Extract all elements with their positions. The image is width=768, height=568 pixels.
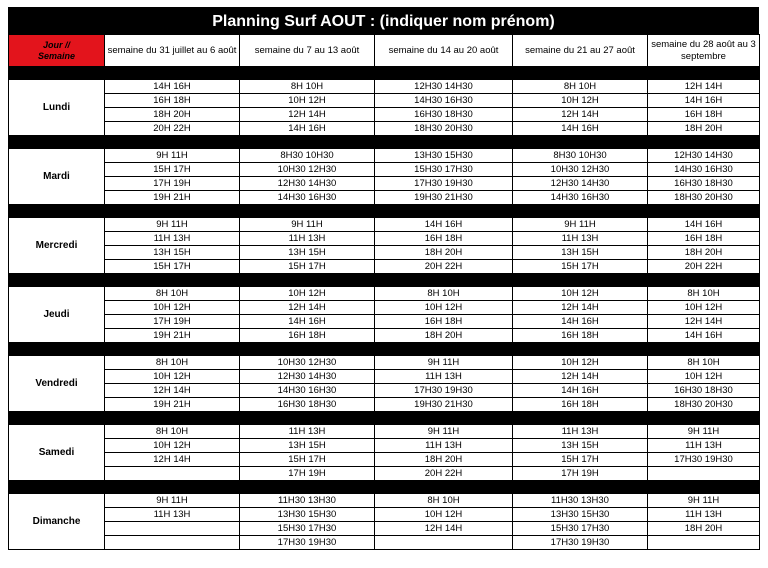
time-slot-cell[interactable]: 9H 11H xyxy=(513,218,648,232)
table-row xyxy=(9,315,760,329)
time-slot-cell[interactable]: 14H30 16H30 xyxy=(648,163,760,177)
table-row xyxy=(9,94,760,108)
time-slot-cell[interactable]: 9H 11H xyxy=(375,356,513,370)
day-label-2: Mardi xyxy=(9,149,105,205)
table-row xyxy=(9,425,760,439)
day-label-7: Dimanche xyxy=(9,494,105,550)
time-slot-cell[interactable]: 15H 17H xyxy=(240,453,375,467)
table-row xyxy=(9,122,760,136)
time-slot-cell[interactable]: 14H30 16H30 xyxy=(240,191,375,205)
time-slot-cell[interactable]: 16H30 18H30 xyxy=(648,384,760,398)
time-slot-cell[interactable]: 11H 13H xyxy=(648,439,760,453)
time-slot-cell[interactable]: 10H 12H xyxy=(375,508,513,522)
time-slot-cell[interactable]: 9H 11H xyxy=(375,425,513,439)
time-slot-cell[interactable]: 13H30 15H30 xyxy=(513,508,648,522)
header-row xyxy=(9,35,760,67)
time-slot-cell[interactable]: 18H 20H xyxy=(105,108,240,122)
time-slot-cell[interactable]: 18H 20H xyxy=(648,122,760,136)
time-slot-cell[interactable]: 19H30 21H30 xyxy=(375,191,513,205)
time-slot-cell[interactable]: 14H30 16H30 xyxy=(240,384,375,398)
time-slot-cell[interactable]: 20H 22H xyxy=(648,260,760,274)
day-label-4: Jeudi xyxy=(9,287,105,343)
time-slot-cell[interactable]: 10H30 12H30 xyxy=(240,356,375,370)
time-slot-cell[interactable]: 15H 17H xyxy=(513,260,648,274)
time-slot-cell[interactable]: 16H30 18H30 xyxy=(240,398,375,412)
time-slot-cell[interactable]: 12H 14H xyxy=(240,301,375,315)
time-slot-cell[interactable]: 11H 13H xyxy=(375,439,513,453)
time-slot-cell[interactable]: 10H 12H xyxy=(513,94,648,108)
time-slot-cell[interactable]: 11H 13H xyxy=(105,232,240,246)
table-row xyxy=(9,232,760,246)
time-slot-cell[interactable] xyxy=(648,536,760,550)
table-row xyxy=(9,329,760,343)
corner-label-day: Jour // xyxy=(42,39,70,50)
time-slot-cell[interactable]: 12H30 14H30 xyxy=(648,149,760,163)
separator-bar xyxy=(9,412,760,425)
time-slot-cell[interactable]: 12H 14H xyxy=(648,315,760,329)
time-slot-cell[interactable] xyxy=(105,536,240,550)
time-slot-cell[interactable]: 11H 13H xyxy=(513,425,648,439)
time-slot-cell[interactable] xyxy=(105,467,240,481)
table-row xyxy=(9,177,760,191)
time-slot-cell[interactable]: 19H 21H xyxy=(105,191,240,205)
table-row xyxy=(9,301,760,315)
time-slot-cell[interactable]: 12H30 14H30 xyxy=(375,80,513,94)
time-slot-cell[interactable]: 14H 16H xyxy=(648,218,760,232)
time-slot-cell[interactable]: 9H 11H xyxy=(105,149,240,163)
table-row xyxy=(9,453,760,467)
time-slot-cell[interactable]: 15H30 17H30 xyxy=(513,522,648,536)
time-slot-cell[interactable]: 11H 13H xyxy=(375,370,513,384)
time-slot-cell[interactable]: 12H30 14H30 xyxy=(240,370,375,384)
time-slot-cell[interactable]: 9H 11H xyxy=(105,218,240,232)
table-row xyxy=(9,191,760,205)
table-row xyxy=(9,80,760,94)
day-separator xyxy=(9,343,760,356)
time-slot-cell[interactable]: 14H 16H xyxy=(513,384,648,398)
time-slot-cell[interactable]: 16H30 18H30 xyxy=(648,177,760,191)
time-slot-cell[interactable]: 14H 16H xyxy=(648,329,760,343)
time-slot-cell[interactable] xyxy=(105,522,240,536)
time-slot-cell[interactable]: 12H 14H xyxy=(105,453,240,467)
day-separator xyxy=(9,136,760,149)
time-slot-cell[interactable]: 19H 21H xyxy=(105,329,240,343)
time-slot-cell[interactable]: 17H30 19H30 xyxy=(375,177,513,191)
time-slot-cell[interactable]: 18H30 20H30 xyxy=(375,122,513,136)
time-slot-cell[interactable]: 12H 14H xyxy=(648,80,760,94)
time-slot-cell[interactable]: 17H 19H xyxy=(240,467,375,481)
time-slot-cell[interactable]: 12H 14H xyxy=(513,370,648,384)
separator-bar xyxy=(9,481,760,494)
time-slot-cell[interactable]: 16H 18H xyxy=(105,94,240,108)
time-slot-cell[interactable]: 14H 16H xyxy=(240,122,375,136)
day-separator xyxy=(9,274,760,287)
time-slot-cell[interactable]: 14H 16H xyxy=(513,122,648,136)
time-slot-cell[interactable] xyxy=(375,536,513,550)
time-slot-cell[interactable]: 16H 18H xyxy=(648,108,760,122)
time-slot-cell[interactable]: 12H30 14H30 xyxy=(240,177,375,191)
time-slot-cell[interactable]: 15H 17H xyxy=(105,260,240,274)
time-slot-cell[interactable]: 8H 10H xyxy=(648,287,760,301)
week-header: semaine du 31 juillet au 6 août xyxy=(105,35,240,67)
time-slot-cell[interactable]: 9H 11H xyxy=(648,425,760,439)
time-slot-cell[interactable]: 10H 12H xyxy=(105,301,240,315)
time-slot-cell[interactable]: 8H30 10H30 xyxy=(240,149,375,163)
time-slot-cell[interactable]: 12H 14H xyxy=(375,522,513,536)
day-label-6: Samedi xyxy=(9,425,105,481)
time-slot-cell[interactable]: 16H 18H xyxy=(513,398,648,412)
separator-bar xyxy=(9,136,760,149)
corner-label-week: Semaine xyxy=(37,50,76,61)
corner-cell xyxy=(9,35,105,67)
day-label-5: Vendredi xyxy=(9,356,105,412)
time-slot-cell[interactable]: 17H30 19H30 xyxy=(648,453,760,467)
time-slot-cell[interactable]: 13H30 15H30 xyxy=(240,508,375,522)
time-slot-cell[interactable]: 11H 13H xyxy=(105,508,240,522)
time-slot-cell[interactable]: 18H 20H xyxy=(375,246,513,260)
time-slot-cell[interactable]: 9H 11H xyxy=(648,494,760,508)
time-slot-cell[interactable]: 12H 14H xyxy=(105,384,240,398)
time-slot-cell[interactable]: 18H30 20H30 xyxy=(648,191,760,205)
time-slot-cell[interactable]: 9H 11H xyxy=(105,494,240,508)
table-row xyxy=(9,287,760,301)
time-slot-cell[interactable]: 8H 10H xyxy=(105,356,240,370)
time-slot-cell[interactable]: 12H30 14H30 xyxy=(513,177,648,191)
planning-sheet xyxy=(8,7,759,550)
time-slot-cell[interactable]: 13H30 15H30 xyxy=(375,149,513,163)
table-row xyxy=(9,536,760,550)
time-slot-cell[interactable]: 18H 20H xyxy=(375,453,513,467)
time-slot-cell[interactable]: 10H 12H xyxy=(648,370,760,384)
time-slot-cell[interactable]: 8H 10H xyxy=(105,287,240,301)
time-slot-cell[interactable]: 13H 15H xyxy=(240,246,375,260)
page-title: Planning Surf AOUT : (indiquer nom prénom) xyxy=(8,7,759,34)
time-slot-cell[interactable]: 13H 15H xyxy=(240,439,375,453)
day-separator xyxy=(9,481,760,494)
time-slot-cell[interactable]: 10H30 12H30 xyxy=(513,163,648,177)
table-row xyxy=(9,260,760,274)
time-slot-cell[interactable]: 18H 20H xyxy=(648,522,760,536)
time-slot-cell[interactable]: 14H 16H xyxy=(648,94,760,108)
time-slot-cell[interactable]: 18H 20H xyxy=(648,246,760,260)
time-slot-cell[interactable]: 17H30 19H30 xyxy=(375,384,513,398)
time-slot-cell[interactable]: 10H 12H xyxy=(375,301,513,315)
day-separator xyxy=(9,67,760,80)
time-slot-cell[interactable]: 16H30 18H30 xyxy=(375,108,513,122)
time-slot-cell[interactable]: 14H 16H xyxy=(240,315,375,329)
day-separator xyxy=(9,205,760,218)
time-slot-cell[interactable]: 11H 13H xyxy=(648,508,760,522)
day-label-3: Mercredi xyxy=(9,218,105,274)
table-row xyxy=(9,398,760,412)
time-slot-cell[interactable]: 8H 10H xyxy=(240,80,375,94)
table-row xyxy=(9,370,760,384)
time-slot-cell[interactable]: 8H 10H xyxy=(375,494,513,508)
time-slot-cell[interactable]: 15H 17H xyxy=(240,260,375,274)
time-slot-cell[interactable]: 11H 13H xyxy=(240,232,375,246)
time-slot-cell[interactable]: 20H 22H xyxy=(105,122,240,136)
table-row xyxy=(9,439,760,453)
time-slot-cell[interactable]: 15H 17H xyxy=(105,163,240,177)
time-slot-cell[interactable]: 10H 12H xyxy=(240,94,375,108)
time-slot-cell[interactable]: 11H30 13H30 xyxy=(240,494,375,508)
time-slot-cell[interactable]: 14H 16H xyxy=(513,315,648,329)
table-row xyxy=(9,218,760,232)
separator-bar xyxy=(9,343,760,356)
time-slot-cell[interactable]: 8H 10H xyxy=(648,356,760,370)
time-slot-cell[interactable]: 17H30 19H30 xyxy=(513,536,648,550)
time-slot-cell[interactable]: 11H 13H xyxy=(240,425,375,439)
week-header: semaine du 14 au 20 août xyxy=(375,35,513,67)
separator-bar xyxy=(9,67,760,80)
time-slot-cell[interactable]: 18H 20H xyxy=(375,329,513,343)
time-slot-cell[interactable]: 9H 11H xyxy=(240,218,375,232)
time-slot-cell[interactable]: 15H30 17H30 xyxy=(375,163,513,177)
time-slot-cell[interactable]: 14H30 16H30 xyxy=(513,191,648,205)
time-slot-cell[interactable]: 14H30 16H30 xyxy=(375,94,513,108)
time-slot-cell[interactable]: 16H 18H xyxy=(513,329,648,343)
time-slot-cell[interactable]: 11H 13H xyxy=(513,232,648,246)
time-slot-cell[interactable]: 20H 22H xyxy=(375,467,513,481)
time-slot-cell[interactable]: 19H30 21H30 xyxy=(375,398,513,412)
day-label-1: Lundi xyxy=(9,80,105,136)
time-slot-cell[interactable]: 13H 15H xyxy=(513,439,648,453)
table-row xyxy=(9,356,760,370)
table-row xyxy=(9,508,760,522)
time-slot-cell[interactable]: 12H 14H xyxy=(240,108,375,122)
time-slot-cell[interactable]: 10H 12H xyxy=(105,439,240,453)
week-header: semaine du 7 au 13 août xyxy=(240,35,375,67)
time-slot-cell[interactable]: 11H30 13H30 xyxy=(513,494,648,508)
table-row xyxy=(9,163,760,177)
time-slot-cell[interactable]: 16H 18H xyxy=(375,232,513,246)
week-header: semaine du 28 août au 3 septembre xyxy=(648,35,760,67)
time-slot-cell[interactable]: 18H30 20H30 xyxy=(648,398,760,412)
table-row xyxy=(9,108,760,122)
week-header: semaine du 21 au 27 août xyxy=(513,35,648,67)
time-slot-cell[interactable]: 10H 12H xyxy=(105,370,240,384)
table-row xyxy=(9,246,760,260)
time-slot-cell[interactable]: 12H 14H xyxy=(513,301,648,315)
schedule-table xyxy=(8,34,760,550)
schedule-body xyxy=(9,35,760,550)
time-slot-cell[interactable]: 15H 17H xyxy=(513,453,648,467)
table-row xyxy=(9,522,760,536)
time-slot-cell[interactable]: 10H 12H xyxy=(240,287,375,301)
time-slot-cell[interactable]: 17H30 19H30 xyxy=(240,536,375,550)
time-slot-cell[interactable]: 10H 12H xyxy=(648,301,760,315)
time-slot-cell[interactable]: 8H30 10H30 xyxy=(513,149,648,163)
time-slot-cell[interactable]: 19H 21H xyxy=(105,398,240,412)
separator-bar xyxy=(9,274,760,287)
time-slot-cell[interactable]: 17H 19H xyxy=(105,315,240,329)
time-slot-cell[interactable]: 10H 12H xyxy=(513,356,648,370)
table-row xyxy=(9,467,760,481)
day-separator xyxy=(9,412,760,425)
time-slot-cell[interactable]: 12H 14H xyxy=(513,108,648,122)
time-slot-cell[interactable]: 8H 10H xyxy=(105,425,240,439)
separator-bar xyxy=(9,205,760,218)
time-slot-cell[interactable]: 17H 19H xyxy=(105,177,240,191)
table-row xyxy=(9,384,760,398)
time-slot-cell[interactable]: 15H30 17H30 xyxy=(240,522,375,536)
time-slot-cell[interactable]: 10H30 12H30 xyxy=(240,163,375,177)
time-slot-cell[interactable]: 13H 15H xyxy=(513,246,648,260)
time-slot-cell[interactable]: 8H 10H xyxy=(375,287,513,301)
time-slot-cell[interactable]: 14H 16H xyxy=(375,218,513,232)
time-slot-cell[interactable] xyxy=(648,467,760,481)
time-slot-cell[interactable]: 10H 12H xyxy=(513,287,648,301)
time-slot-cell[interactable]: 17H 19H xyxy=(513,467,648,481)
time-slot-cell[interactable]: 14H 16H xyxy=(105,80,240,94)
time-slot-cell[interactable]: 20H 22H xyxy=(375,260,513,274)
time-slot-cell[interactable]: 16H 18H xyxy=(648,232,760,246)
table-row xyxy=(9,149,760,163)
time-slot-cell[interactable]: 16H 18H xyxy=(240,329,375,343)
time-slot-cell[interactable]: 13H 15H xyxy=(105,246,240,260)
time-slot-cell[interactable]: 16H 18H xyxy=(375,315,513,329)
table-row xyxy=(9,494,760,508)
time-slot-cell[interactable]: 8H 10H xyxy=(513,80,648,94)
